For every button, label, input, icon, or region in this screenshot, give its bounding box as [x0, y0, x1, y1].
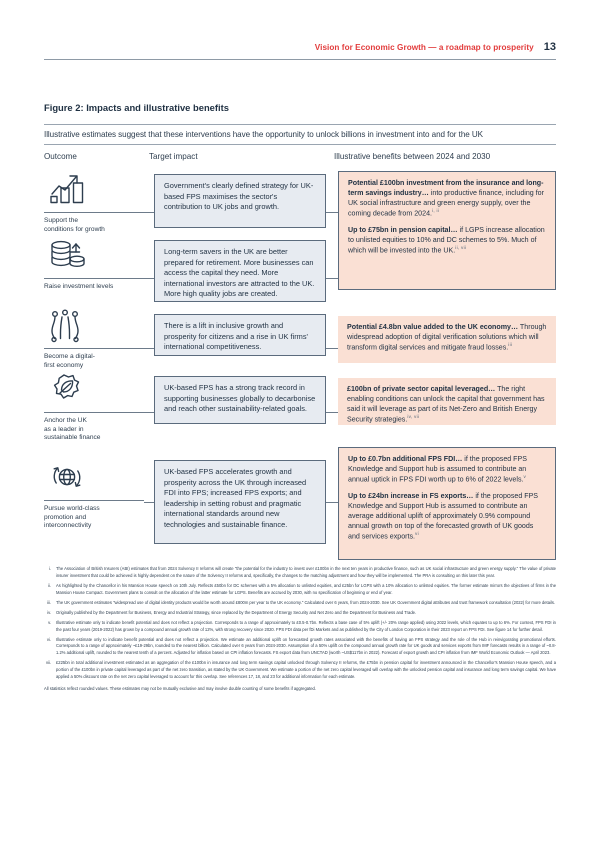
footnote-text: Illustrative estimate only to indicate benefit potential and does not reflect a projection. Corresponds to a range of approximately to £0.5-0.7bn. Reflects a base case of 5% uplift (+/- 20% range applied) using 2022 levels, which equates to up to 6%. For context, FPS FDI in the past four years (2019-2022) has grown by a compound annual growth rate of 12%, with strong recovery since 2020. FPS FDI data per fDi Markets and as published by the City of London Corporation in their 2023 report on FPS FDI. See figure 14 for further detail. [56, 619, 556, 632]
running-header [44, 0, 556, 53]
footnote-mark: i. [48, 566, 51, 571]
footnote-text: Illustrative estimate only to indicate benefit potential and does not reflect a projection. We estimate an additional uplift on forecasted growth rates associated with the benefits of having an FPS strategy and the role of the Hub in reinvigorating promotional efforts. Corresponds to a range of approximately ~£19-29bn, rounded to the nearest billion. Calculated over 6 years from 2024-2030. Assumption of a 50% uplift on the compound annual growth rate for UK goods and services exports from IMF forecasts results in a range of ~0.8-1.2% additional uplift, rounded to the nearest tenth of a percent. Adjusted for inflation based on CPI inflation forecasts. FS export data from UNCTAD (worth ~US$117bn in 2022). Forecast of export growth and CPI inflation from IMF World Economic Outlook — April 2023. [56, 636, 556, 656]
outcome-divider [44, 348, 144, 349]
benefit-paragraph [347, 322, 547, 353]
page-number: 13 [543, 41, 556, 53]
outcome-label: Support the conditions for growth [44, 217, 105, 233]
stacked-coins-icon [48, 238, 92, 274]
row-connector [144, 278, 154, 279]
benefit-body: Through widespread adoption of digital verification solutions which will transform digital services and mitigate fraud losses. [347, 323, 547, 352]
column-header-illustrative-benefits: Illustrative benefits between 2024 and 2030 [334, 152, 491, 161]
column-headers [44, 152, 556, 170]
target-impact-box: UK-based FPS has a strong track record in supporting businesses globally to decarbonise and reach other sustainability-related goals. [154, 376, 326, 424]
footnote-text: The UK government estimates "widespread use of digital identity products would be worth around £800m per year to the UK economy." Calculated over 6 years, from 2024-2030. See UK Government digital attributes and trust framework consultation (2022) for more details. [56, 599, 556, 605]
outcome-label: Raise investment levels [44, 283, 114, 290]
row-connector [144, 412, 154, 413]
footnote-marker: vi [415, 530, 419, 536]
benefit-box [338, 447, 556, 560]
outcome-label: Pursue world-class promotion and interconnectivity [44, 505, 100, 530]
outcome-divider [44, 412, 144, 413]
footnote-item [44, 620, 556, 633]
benefit-headline: Up to £0.7bn additional FPS FDI… [348, 455, 463, 463]
benefit-paragraph [348, 454, 546, 485]
footnote-item [44, 637, 556, 657]
footnote-mark: v. [48, 619, 51, 625]
target-impact-box: Government's clearly defined strategy for UK-based FPS maximises the sector's contribution to UK jobs and growth. [154, 174, 326, 228]
outcome-cell-pursue-world-class-promotion [44, 460, 144, 531]
footnote-text: £225bn in total additional investment estimated as an aggregation of the £100bn in insurance and long term savings capital unlocked through Solvency II reforms, the £75bn in pension capital for investment announced in the Chancellor's Mansion House speech, and a portion of the £100bn in private capital leveraged as part of the net zero transition, as stated by the UK Government. We estimate a portion of the net zero capital leveraged will overlap with the unlocked pension capital and insurance and long term savings capital. We have applied a 50% discount rate on the net zero capital leveraged to account for this overlap. See references 17, 18, and 23 for additional information for each estimate. [56, 660, 556, 679]
benefit-body: if the proposed FPS Knowledge and Support hub is assumed to contribute an annual uptick in FPS FDI worth up to 6% of 2022 levels. [348, 455, 527, 484]
outcome-divider [44, 500, 144, 501]
benefit-headline: Potential £4.8bn value added to the UK economy… [347, 323, 519, 331]
figure-subtitle: Illustrative estimates suggest that these interventions have the opportunity to unlock billions in investment into and for the UK [44, 130, 484, 139]
footnote-marker: ii, vii [455, 244, 467, 250]
footnote-marker: iii [508, 342, 513, 348]
outcome-cell-anchor-the-uk-sustainable-finance [44, 372, 144, 443]
outcome-label: Anchor the UK as a leader in sustainable finance [44, 417, 101, 442]
row-connector [326, 502, 338, 503]
benefit-body: if LGPS increase allocation to unlisted equities to 10% and DC schemes to 5%. Much of which will be invested into the UK. [348, 225, 545, 255]
footnote-mark: vii. [45, 660, 51, 666]
digital-network-icon [48, 308, 92, 344]
outcome-divider [44, 212, 144, 213]
globe-arrows-icon [48, 460, 92, 496]
row-connector [326, 348, 338, 349]
running-header-title: Vision for Economic Growth — a roadmap to prosperity [314, 43, 534, 52]
benefit-box [338, 316, 556, 363]
footnote-mark: vi. [46, 636, 51, 642]
footnote-mark: iii. [47, 599, 51, 605]
row-connector [326, 212, 338, 213]
target-impact-box: There is a lift in inclusive growth and prosperity for citizens and a rise in UK firms' international competitiveness. [154, 314, 326, 356]
outcome-cell-become-a-digital-first-economy [44, 308, 144, 370]
benefit-body: The right enabling conditions can unlock the capital that government has said it will leverage as part of its Net-Zero and British Energy Security strategies. [347, 385, 545, 424]
footnote-text: The Association of British Insurers (ABI) estimates that from 2024 Solvency II reforms will create "the potential for the industry to invest over £100bn in the next ten years in productive finance, such as UK social infrastructure and green energy supply." The value of private insurer investment that could be achieved is highly dependent on the nature of the Solvency II reforms and, specifically, the changes to the matching adjustment and how they will be implemented. The PRA is consulting on this later this year. [56, 566, 556, 578]
footnote-item [44, 610, 556, 617]
benefit-headline: £100bn of private sector capital leveraged… [347, 385, 496, 393]
impacts-matrix [44, 172, 556, 572]
benefit-box [338, 378, 556, 425]
leaf-gear-icon [48, 372, 92, 408]
footnote-marker: iv, vii [407, 414, 420, 420]
footnote-general-note: All statistics reflect rounded values. These estimates may not be mutually exclusive and may involve double counting of some benefits if aggregated. [44, 686, 316, 692]
row-connector [144, 502, 154, 503]
row-connector [326, 412, 338, 413]
footnotes-section [44, 566, 556, 693]
benefit-headline: Potential £100bn investment from the insurance and long-term savings industry… [348, 179, 544, 198]
footnote-text: As highlighted by the Chancellor in his Mansion House speech on 10th July. Reflects £50bn for DC schemes with a 5% allocation to unlisted equities, and £25bn for LGPS with a 10% allocation to unlisted equities. The former estimate mirrors the objectives of firms in the Mansion House Compact. Government plans to consult on the allocation of the latter estimate for LGPS. Benefits are accrued by 2030, with no specification of beginning or end of year. [56, 582, 556, 595]
footnote-marker: i, ii [432, 208, 440, 214]
footnote-item [44, 566, 556, 579]
subtitle-divider-bottom [44, 144, 556, 145]
outcome-divider [44, 278, 144, 279]
row-connector [144, 212, 154, 213]
benefit-body: if the proposed FPS Knowledge and Support Hub is assumed to contribute an average additional uplift of approximately 0.9% compound annual growth on top of the forecasted growth of UK goods and services exports. [348, 491, 539, 541]
benefit-paragraph [348, 225, 546, 256]
footnote-item [44, 660, 556, 680]
footnote-item [44, 583, 556, 596]
figure-title: Figure 2: Impacts and illustrative benefits [44, 102, 229, 113]
benefit-box [338, 171, 556, 290]
column-header-target-impact: Target impact [149, 152, 198, 161]
benefit-paragraph [347, 384, 547, 425]
footnote-text: Originally published by the Department for Business, Energy and Industrial Strategy, since replaced by the Department of Energy Security and Net Zero and the Department for Business and Trade. [56, 609, 417, 615]
bar-chart-growth-icon [48, 172, 92, 208]
footnote-mark: iv. [47, 609, 51, 615]
benefit-headline: Up to £75bn in pension capital… [348, 225, 458, 234]
benefit-paragraph [348, 491, 546, 542]
header-divider [44, 59, 556, 60]
outcome-cell-raise-investment-levels [44, 238, 144, 292]
row-connector [144, 348, 154, 349]
target-impact-box: Long-term savers in the UK are better prepared for retirement. More businesses can access the capital they need. More international investors are attracted to the UK. More high quality jobs are created. [154, 240, 326, 302]
outcome-label: Become a digital- first economy [44, 353, 95, 369]
footnote-mark: ii. [48, 582, 51, 588]
footnote-item [44, 600, 556, 607]
row-connector [326, 278, 338, 279]
footnote-marker: v [523, 474, 527, 480]
benefit-body: into productive finance, including for UK social infrastructure and green energy supply, over the coming decade from 2024. [348, 189, 544, 218]
outcome-cell-support-conditions-for-growth [44, 172, 144, 234]
column-header-outcome: Outcome [44, 152, 77, 161]
target-impact-box: UK-based FPS accelerates growth and prosperity across the UK through increased FDI into FPS; increased FPS exports; and leadership in setting robust and pragmatic international standards around new technologies and sustainable finance. [154, 460, 326, 544]
benefit-paragraph [348, 178, 546, 219]
benefit-headline: Up to £24bn increase in FS exports… [348, 491, 474, 500]
